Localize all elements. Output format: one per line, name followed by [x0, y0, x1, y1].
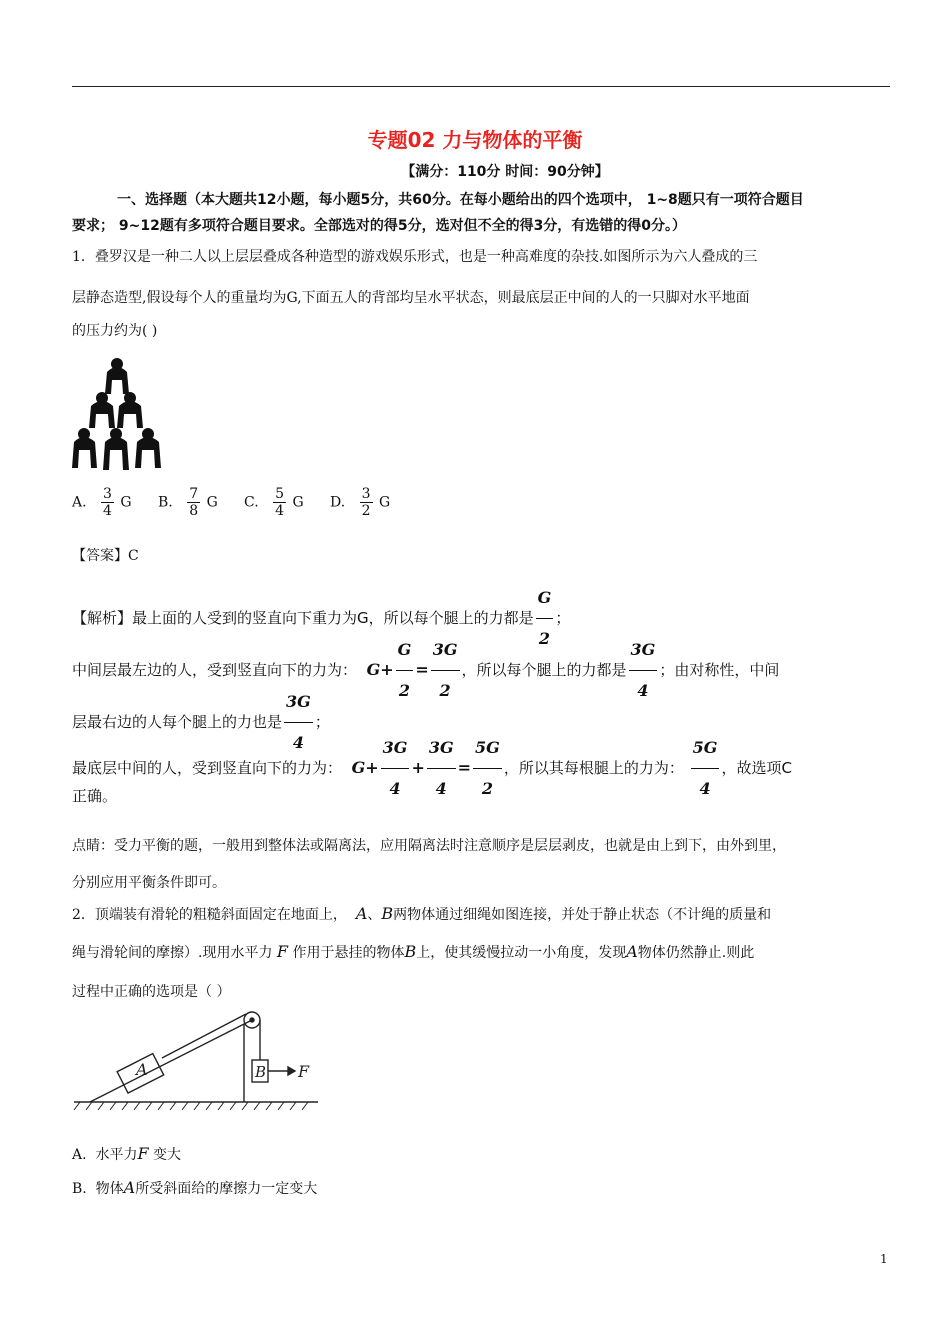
- q2-option-a[interactable]: A. 水平力F 变大: [72, 1144, 182, 1163]
- q1-option-a[interactable]: A. $\frac{3}{4}$ G: [72, 486, 132, 519]
- q1-analysis-line2: 中间层最左边的人，受到竖直向下的力为： G+ $\frac{G}{2}$ = $\frac{3G}{2}$ ，所以每个腿上的力都是 $\frac{3G}{4}$ ；由对称性，中间: [72, 630, 890, 711]
- q1-option-c[interactable]: C. $\frac{5}{4}$ G: [244, 486, 304, 519]
- acrobat-pyramid-figure: [72, 352, 162, 474]
- block-b-label: B: [255, 1063, 267, 1081]
- page-title: 专题02 力与物体的平衡: [367, 128, 583, 152]
- q2-stem-line2: 绳与滑轮间的摩擦）.现用水平力 F 作用于悬挂的物体B上，使其缓慢拉动一小角度，发现A物体仍然静止.则此: [72, 942, 755, 961]
- q2-stem-line1: 2．顶端装有滑轮的粗糙斜面固定在地面上， A、B两物体通过细绳如图连接，并处于静止状态（不计绳的质量和: [72, 904, 772, 923]
- q1-stem-line1: 1．叠罗汉是一种二人以上层层叠成各种造型的游戏娱乐形式，也是一种高难度的杂技.如图所示为六人叠成的三: [72, 249, 758, 265]
- page-number: 1: [880, 1252, 888, 1266]
- q1-answer: 【答案】C: [72, 548, 139, 564]
- q1-stem-line3: 的压力约为( ): [72, 323, 158, 339]
- section-instructions-line2: 要求； 9~12题有多项符合题目要求。全部选对的得5分，选对但不全的得3分，有选错的得0分。）: [72, 218, 687, 234]
- q2-stem-line3: 过程中正确的选项是（ ）: [72, 984, 231, 1000]
- q1-analysis-line3: 层最右边的人每个腿上的力也是 $\frac{3G}{4}$ ；: [72, 682, 890, 763]
- q1-note-line1: 点睛：受力平衡的题，一般用到整体法或隔离法，应用隔离法时注意顺序是层层剥皮，也就是由上到下，由外到里，: [72, 838, 786, 854]
- force-f-label: F: [298, 1062, 310, 1081]
- exam-meta: 【满分：110分 时间：90分钟】: [401, 164, 609, 180]
- q1-option-b[interactable]: B. $\frac{7}{8}$ G: [158, 486, 218, 519]
- block-a-label: A: [136, 1060, 148, 1079]
- header-rule: [72, 86, 890, 87]
- incline-pulley-diagram: [72, 1010, 322, 1122]
- q1-stem-line2: 层静态造型,假设每个人的重量均为G,下面五人的背部均呈水平状态，则最底层正中间的人的一只脚对水平地面: [72, 290, 750, 306]
- q2-option-b[interactable]: B. 物体A所受斜面给的摩擦力一定变大: [72, 1178, 318, 1197]
- q1-analysis-line1: 【解析】最上面的人受到的竖直向下重力为G，所以每个腿上的力都是 $\frac{G}{2}$ ；: [72, 578, 890, 659]
- q1-analysis-line4: 最底层中间的人，受到竖直向下的力为： G+ $\frac{3G}{4}$ + $\frac{3G}{4}$ = $\frac{5G}{2}$ ，所以其每根腿上的力为： $\frac{5G}{4}$ ，故选项C: [72, 728, 890, 809]
- q1-analysis-line5: 正确。: [72, 787, 118, 805]
- q1-option-d[interactable]: D. $\frac{3}{2}$ G: [330, 486, 391, 519]
- q1-note-line2: 分别应用平衡条件即可。: [72, 875, 226, 891]
- section-instructions-line1: 一、选择题（本大题共12小题，每小题5分，共60分。在每小题给出的四个选项中， 1~8题只有一项符合题目: [117, 192, 804, 208]
